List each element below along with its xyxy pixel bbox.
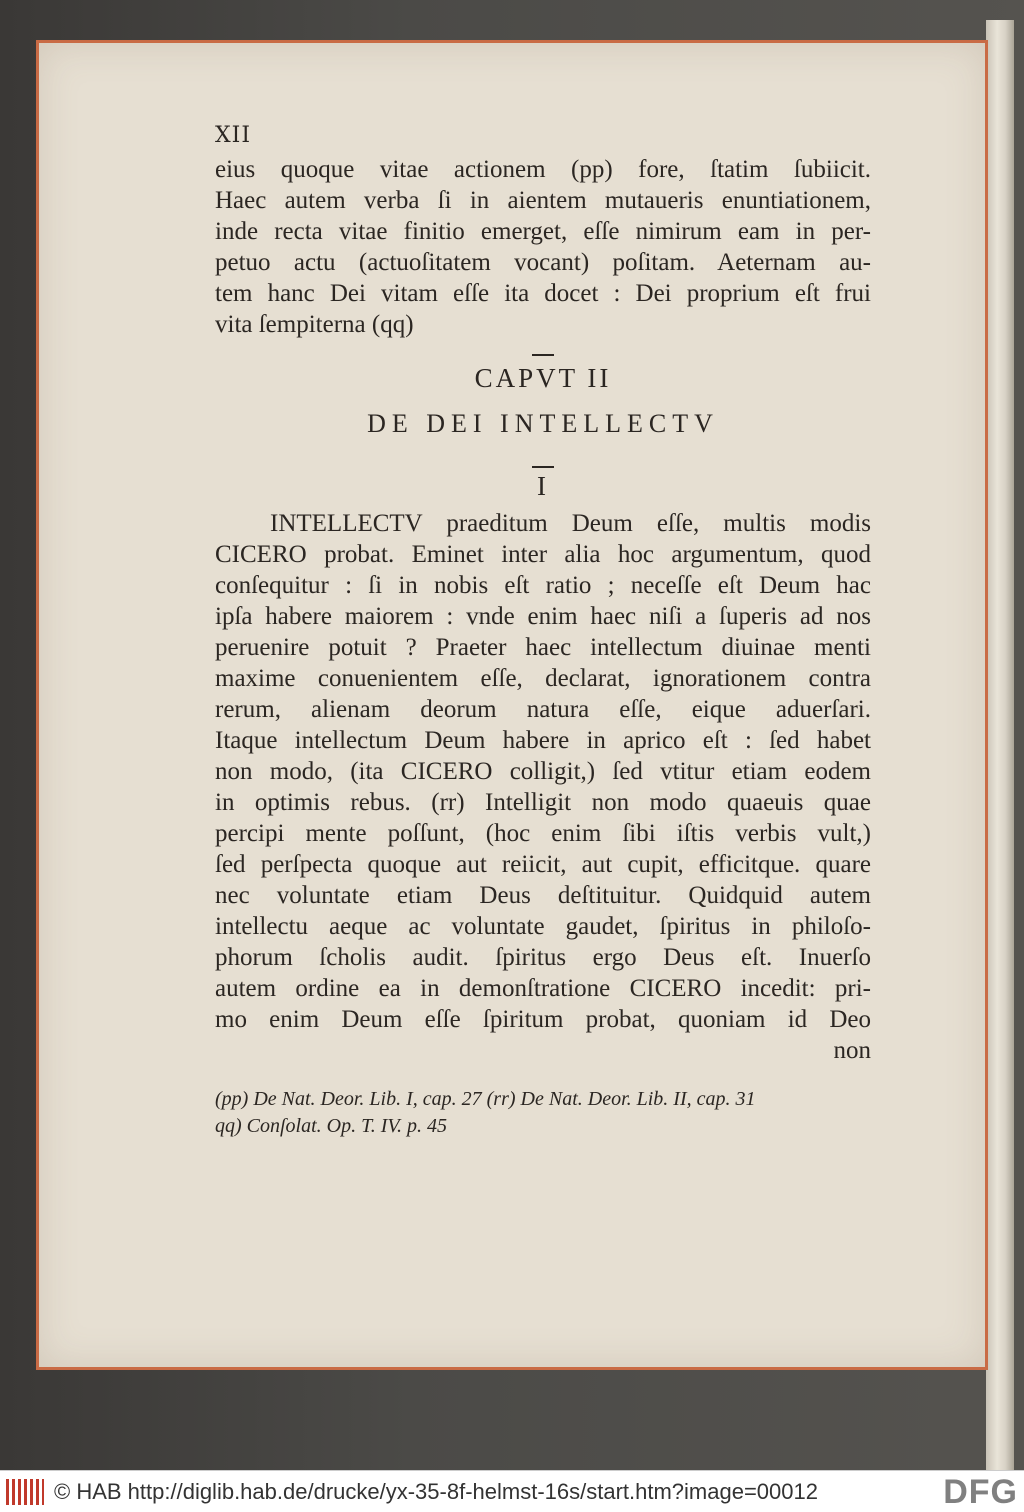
text-line: tem hanc Dei vitam eſſe ita docet : Dei proprium eſt frui	[215, 280, 871, 307]
chapter-subtitle: DE DEI INTELLECTV	[367, 409, 719, 438]
text-line: ſed perſpecta quoque aut reiicit, aut cupit, efficitque. quare	[215, 851, 871, 878]
text-line: INTELLECTV praeditum Deum eſſe, multis modis	[270, 510, 871, 537]
page-text-block	[215, 118, 871, 1140]
text-line: phorum ſcholis audit. ſpiritus ergo Deus eſt. Inuerſo	[215, 944, 871, 971]
chapter-rule	[532, 354, 554, 356]
text-line: intellectu aeque ac voluntate gaudet, ſpiritus in philoſo-	[215, 913, 871, 940]
text-line: inde recta vitae finitio emerget, eſſe nimirum eam in per-	[215, 218, 871, 245]
text-line: peruenire potuit ? Praeter haec intellectum diuinae menti	[215, 634, 871, 661]
text-line: eius quoque vitae actionem (pp) fore, ſtatim ſubiicit.	[215, 156, 871, 183]
section-number: I	[537, 471, 549, 501]
chapter-title: CAPVT II	[474, 363, 612, 393]
catchword: non	[833, 1037, 871, 1064]
text-line: nec voluntate etiam Deus deſtituitur. Quidquid autem	[215, 882, 871, 909]
body-paragraph	[215, 508, 871, 1066]
next-page-edge	[986, 20, 1014, 1470]
text-line: Haec autem verba ſi in aientem mutaueris enuntiationem,	[215, 187, 871, 214]
copyright-link[interactable]: © HAB http://diglib.hab.de/drucke/yx-35-8f-helmst-16s/start.htm?image=00012	[54, 1479, 818, 1504]
text-line: non modo, (ita CICERO colligit,) ſed vtitur etiam eodem	[215, 758, 871, 785]
top-paragraph	[215, 154, 871, 340]
text-line: conſequitur : ſi in nobis eſt ratio ; neceſſe eſt Deum hac	[215, 572, 871, 599]
barcode-icon	[6, 1479, 44, 1505]
text-line: mo enim Deum eſſe ſpiritum probat, quoniam id Deo	[215, 1006, 871, 1033]
page-number: XII	[215, 123, 252, 148]
text-line: percipi mente poſſunt, (hoc enim ſibi iſtis verbis vult,)	[215, 820, 871, 847]
text-line: ipſa habere maiorem : vnde enim haec niſi a ſuperis ad nos	[215, 603, 871, 630]
text-line: in optimis rebus. (rr) Intelligit non modo quaeuis quae	[215, 789, 871, 816]
text-line: maxime conuenientem eſſe, declarat, ignorationem contra	[215, 665, 871, 692]
text-line: petuo actu (actuoſitatem vocant) poſitam. Aeternam au-	[215, 249, 871, 276]
dfg-logo: DFG	[943, 1473, 1018, 1511]
viewer-footer	[0, 1470, 1024, 1512]
footnote-line: qq) Conſolat. Op. T. IV. p. 45	[215, 1115, 448, 1137]
footnotes	[215, 1086, 871, 1140]
text-line: vita ſempiterna (qq)	[215, 311, 414, 338]
text-line: CICERO probat. Eminet inter alia hoc argumentum, quod	[215, 541, 871, 568]
text-line: rerum, alienam deorum natura eſſe, eique aduerſari.	[215, 696, 871, 723]
footnote-line: (pp) De Nat. Deor. Lib. I, cap. 27 (rr) De Nat. Deor. Lib. II, cap. 31	[215, 1088, 756, 1110]
text-line: Itaque intellectum Deum habere in aprico eſt : ſed habet	[215, 727, 871, 754]
text-line: autem ordine ea in demonſtratione CICERO incedit: pri-	[215, 975, 871, 1002]
